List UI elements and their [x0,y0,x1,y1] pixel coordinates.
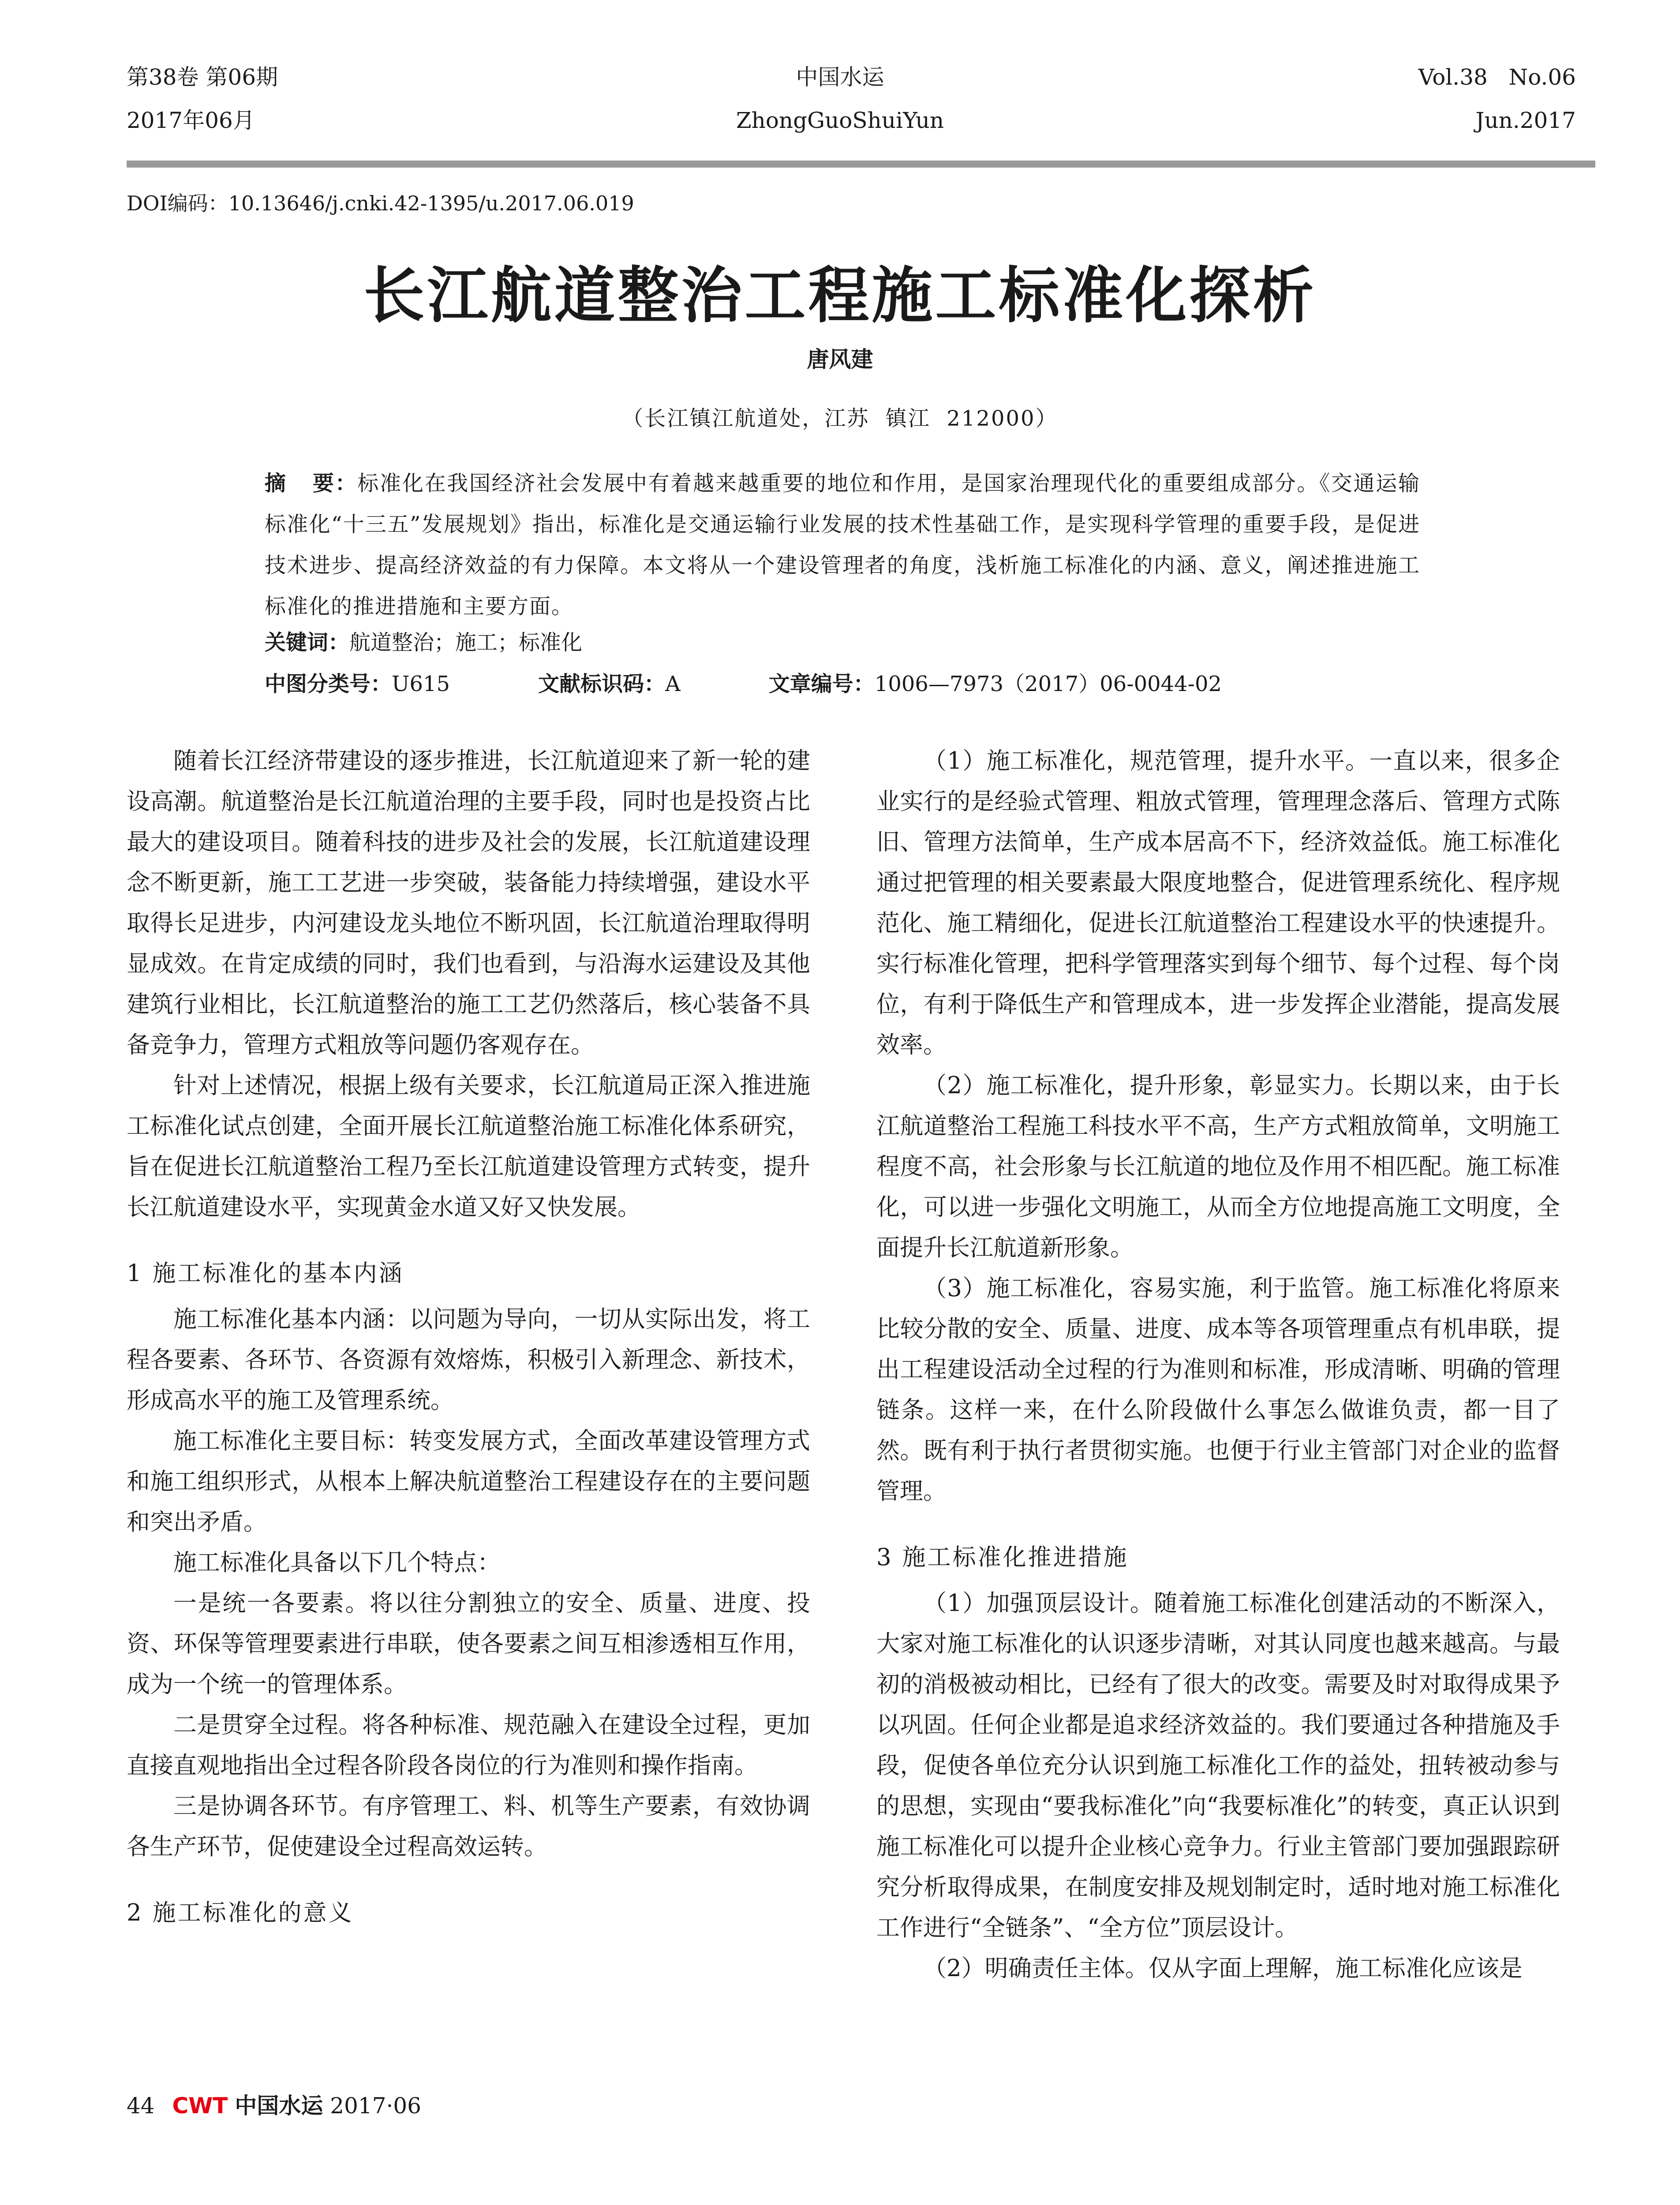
header-volume-en: Vol.38 No.06 [1418,64,1576,90]
article-number-value: 1006—7973（2017）06-0044-02 [874,672,1222,696]
paragraph: 针对上述情况，根据上级有关要求，长江航道局正深入推进施工标准化试点创建，全面开展长江航道整治施工标准化体系研究，旨在促进长江航道整治工程乃至长江航道建设管理方式转变，提升长江航道建设水平，实现黄金水道又好又快发展。 [127,1072,810,1221]
abstract-label: 摘 要： [265,471,358,496]
keywords-label: 关键词： [265,630,350,655]
abstract [265,463,1420,627]
paragraph: 一是统一各要素。将以往分割独立的安全、质量、进度、投资、环保等管理要素进行串联，使各要素之间互相渗透相互作用，成为一个统一的管理体系。 [127,1590,810,1698]
keywords-text: 航道整治；施工；标准化 [349,630,583,655]
doc-code-label: 文献标识码： [538,672,666,696]
clc-value: U615 [392,672,450,696]
paragraph: （1）施工标准化，规范管理，提升水平。一直以来，很多企业实行的是经验式管理、粗放式管理，管理理念落后、管理方式陈旧、管理方法简单，生产成本居高不下，经济效益低。施工标准化通过把管理的相关要素最大限度地整合，促进管理系统化、程序规范化、施工精细化，促进长江航道整治工程建设水平的快速提升。实行标准化管理，把科学管理落实到每个细节、每个过程、每个岗位，有利于降低生产和管理成本，进一步发挥企业潜能，提高发展效率。 [876,747,1560,1058]
header-date-en: Jun.2017 [1475,108,1576,133]
affiliation: （长江镇江航道处，江苏 镇江 212000） [622,406,1058,431]
author: 唐风建 [807,347,873,372]
paragraph: 施工标准化具备以下几个特点： [173,1549,501,1576]
header-volume: 第38卷 第06期 [127,64,278,90]
paragraph: （3）施工标准化，容易实施，利于监管。施工标准化将原来比较分散的安全、质量、进度、成本等各项管理重点有机串联，提出工程建设活动全过程的行为准则和标准，形成清晰、明确的管理链条。这样一来，在什么阶段做什么事怎么做谁负责，都一目了然。既有利于执行者贯彻实施。也便于行业主管部门对企业的监督管理。 [876,1275,1560,1505]
abstract-text: 标准化在我国经济社会发展中有着越来越重要的地位和作用，是国家治理现代化的重要组成部分。《交通运输标准化“十三五”发展规划》指出，标准化是交通运输行业发展的技术性基础工作，是实现科学管理的重要手段，是促进技术进步、提高经济效益的有力保障。本文将从一个建设管理者的角度，浅析施工标准化的内涵、意义，阐述推进施工标准化的推进措施和主要方面。 [265,471,1420,619]
keywords [265,625,582,656]
paragraph: 施工标准化基本内涵：以问题为导向，一切从实际出发，将工程各要素、各环节、各资源有效熔炼，积极引入新理念、新技术，形成高水平的施工及管理系统。 [127,1306,810,1414]
body-right-column [876,741,1560,1989]
body-left-column [127,741,810,1939]
classification-line [265,667,1222,697]
paragraph: 施工标准化主要目标：转变发展方式，全面改革建设管理方式和施工组织形式，从根本上解决航道整治工程建设存在的主要问题和突出矛盾。 [127,1428,810,1536]
paper-title: 长江航道整治工程施工标准化探析 [363,259,1317,331]
paragraph: （2）施工标准化，提升形象，彰显实力。长期以来，由于长江航道整治工程施工科技水平不高，生产方式粗放简单，文明施工程度不高，社会形象与长江航道的地位及作用不相匹配。施工标准化，可以进一步强化文明施工，从而全方位地提高施工文明度，全面提升长江航道新形象。 [876,1072,1560,1261]
header-journal-pinyin: ZhongGuoShuiYun [736,108,944,133]
paragraph: 随着长江经济带建设的逐步推进，长江航道迎来了新一轮的建设高潮。航道整治是长江航道治理的主要手段，同时也是投资占比最大的建设项目。随着科技的进步及社会的发展，长江航道建设理念不断更新，施工工艺进一步突破，装备能力持续增强，建设水平取得长足进步，内河建设龙头地位不断巩固，长江航道治理取得明显成效。在肯定成绩的同时，我们也看到，与沿海水运建设及其他建筑行业相比，长江航道整治的施工工艺仍然落后，核心装备不具备竞争力，管理方式粗放等问题仍客观存在。 [127,747,810,1058]
article-number-label: 文章编号： [768,672,875,696]
paragraph: （1）加强顶层设计。随着施工标准化创建活动的不断深入，大家对施工标准化的认识逐步清晰，对其认同度也越来越高。与最初的消极被动相比，已经有了很大的改变。需要及时对取得成果予以巩固。任何企业都是追求经济效益的。我们要通过各种措施及手段，促使各单位充分认识到施工标准化工作的益处，扭转被动参与的思想，实现由“要我标准化”向“我要标准化”的转变，真正认识到施工标准化可以提升企业核心竞争力。行业主管部门要加强跟踪研究分析取得成果，在制度安排及规划制定时，适时地对施工标准化工作进行“全链条”、“全方位”顶层设计。 [876,1590,1560,1941]
paragraph: （2）明确责任主体。仅从字面上理解，施工标准化应该是 [923,1955,1523,1982]
footer [127,2088,421,2120]
paragraph: 二是贯穿全过程。将各种标准、规范融入在建设全过程，更加直接直观地指出全过程各阶段各岗位的行为准则和操作指南。 [127,1712,810,1779]
page-number: 44 [127,2093,155,2119]
header-rule [127,161,1595,168]
section-heading-2: 2 施工标准化的意义 [127,1899,354,1926]
header-journal-cn: 中国水运 [796,64,884,90]
footer-journal: 中国水运 [235,2093,323,2119]
section-heading-3: 3 施工标准化推进措施 [876,1544,1129,1571]
cwt-logo-icon: CWT [172,2093,228,2119]
header-date-cn: 2017年06月 [127,108,255,133]
doi: DOI编码：10.13646/j.cnki.42-1395/u.2017.06.019 [127,191,634,215]
clc-label: 中图分类号： [265,672,392,696]
footer-issue: 2017·06 [330,2093,422,2119]
paragraph: 三是协调各环节。有序管理工、料、机等生产要素，有效协调各生产环节，促使建设全过程高效运转。 [127,1793,810,1860]
doc-code-value: A [665,672,681,696]
section-heading-1: 1 施工标准化的基本内涵 [127,1260,404,1287]
